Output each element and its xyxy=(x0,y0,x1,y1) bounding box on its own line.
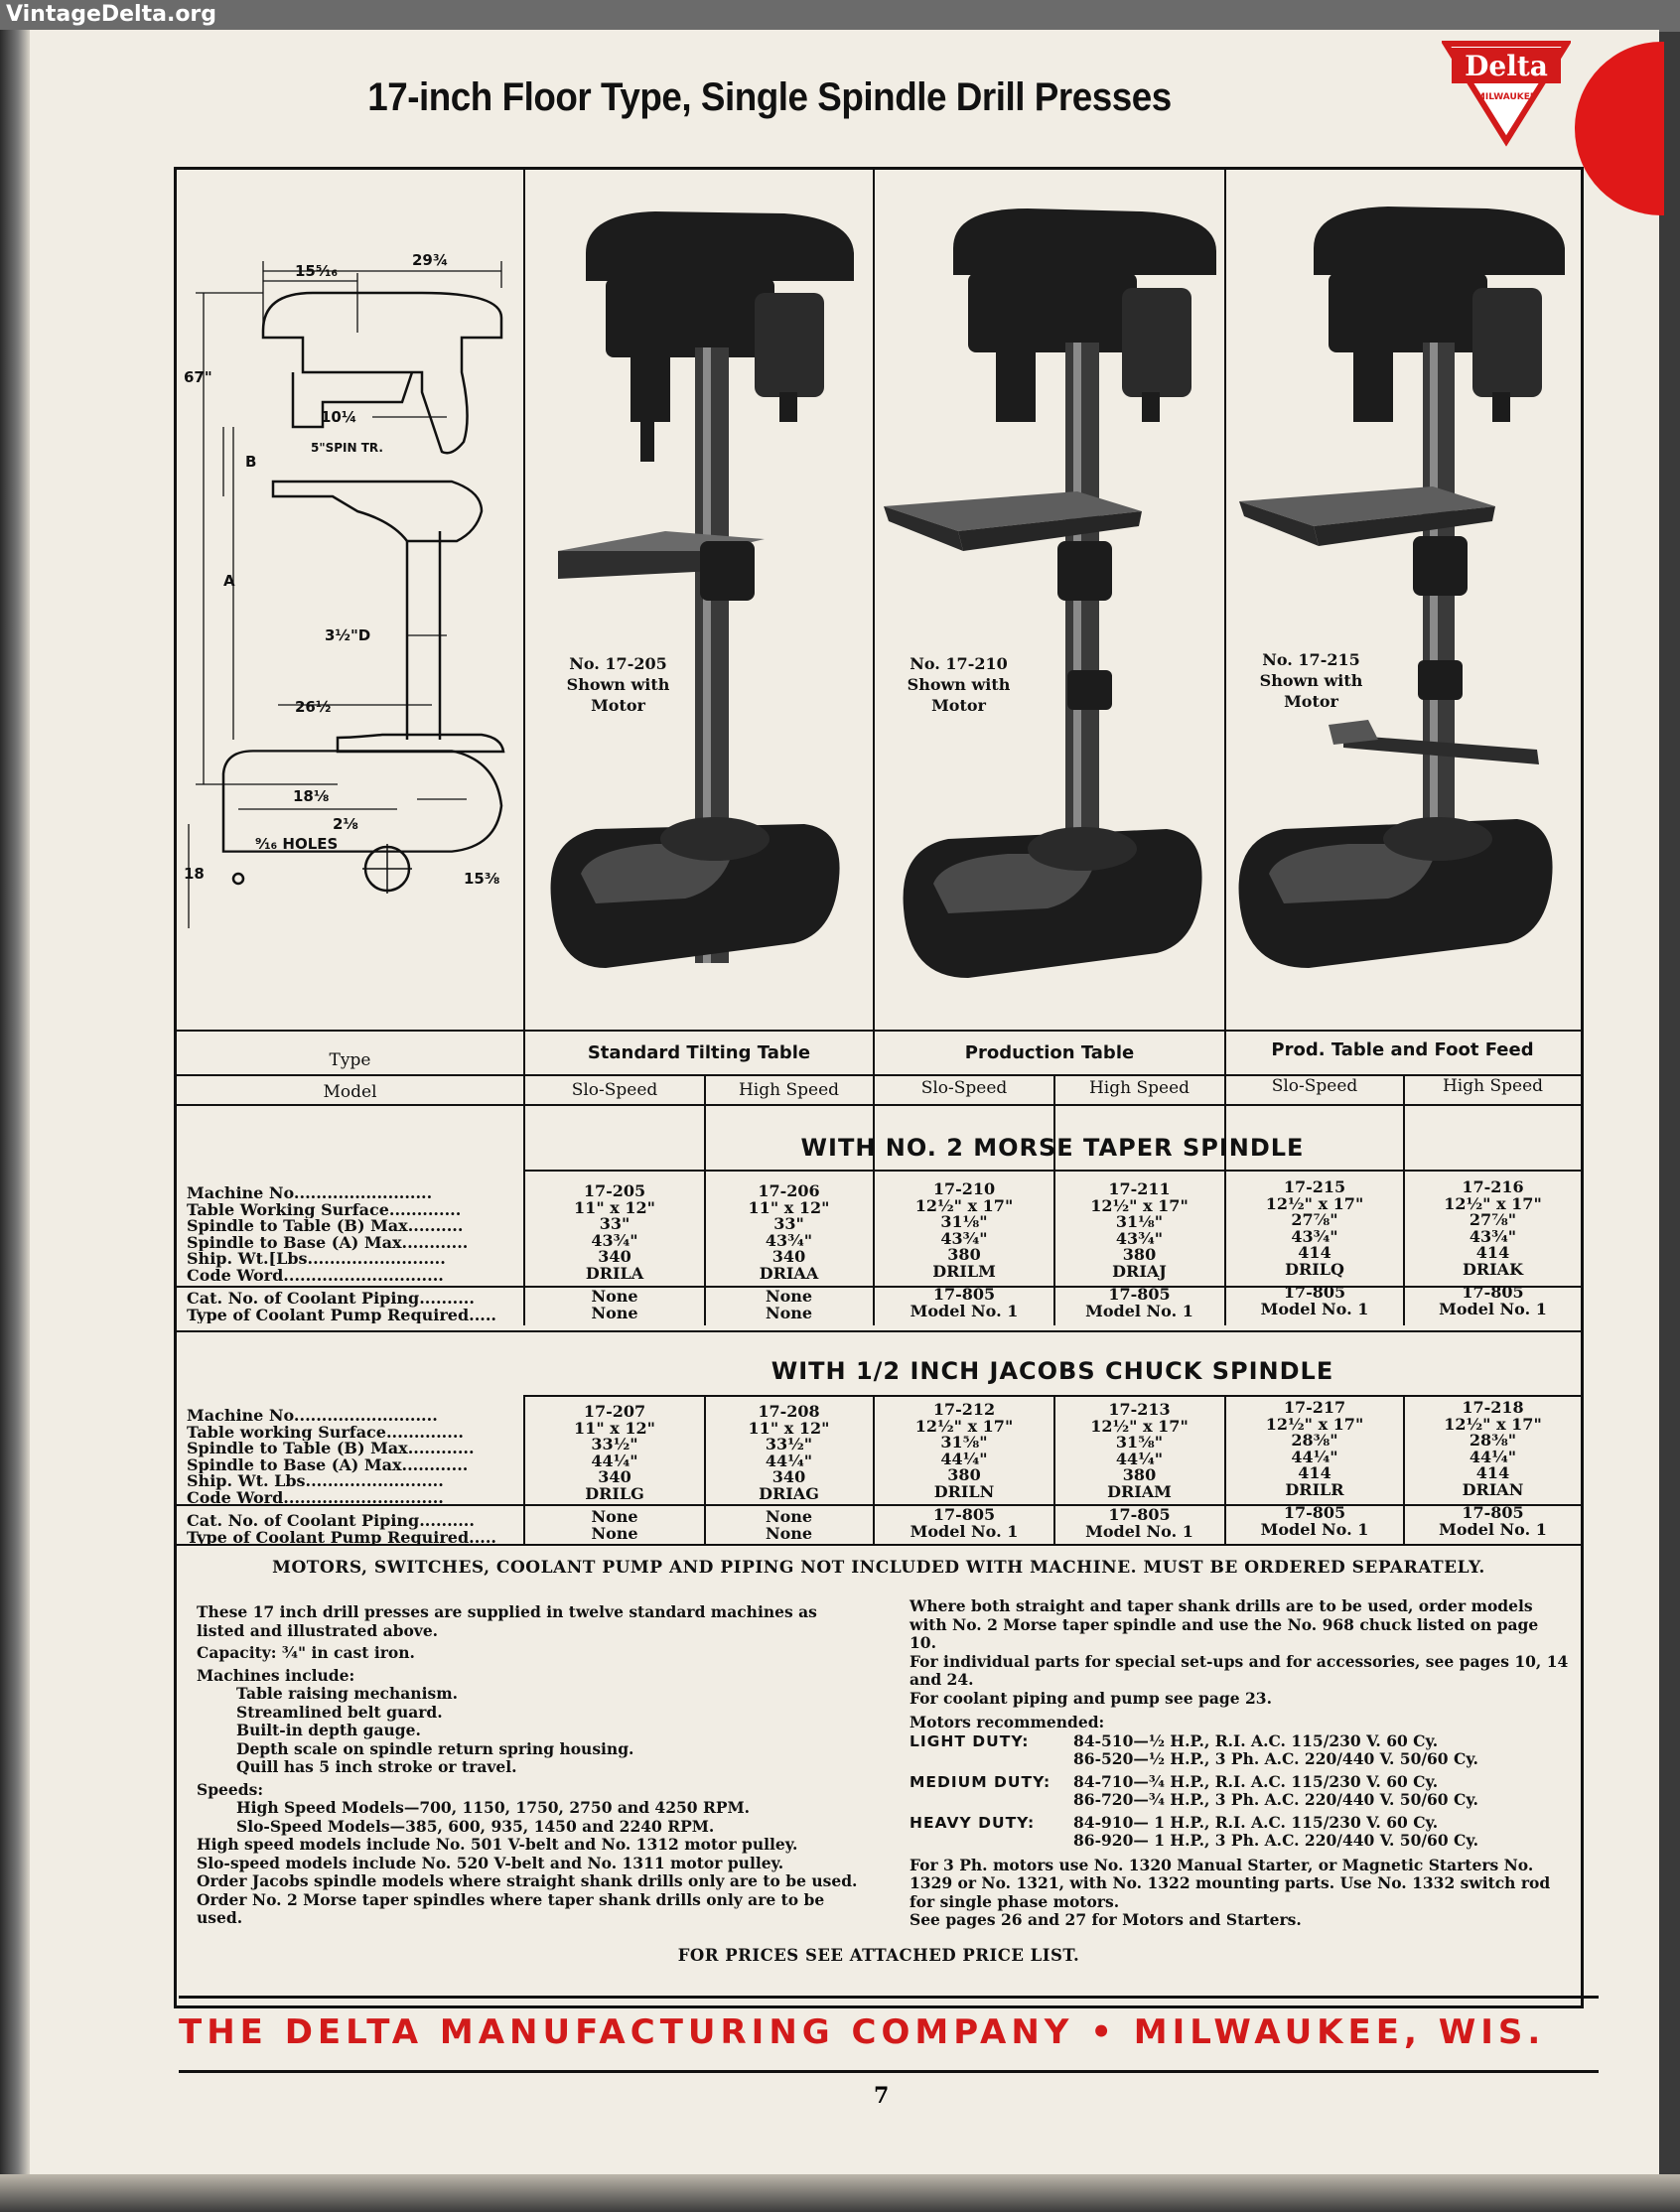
dim-label: 67" xyxy=(184,368,212,386)
spec-column: 17-213 12½" x 17" 31⅝" 44¼" 380 DRIAM 17-805 Model No. 1 xyxy=(1085,1400,1193,1541)
description-right: Where both straight and taper shank drills are to be used, order models with No. 2 Morse taper spindle and use the No. 968 chuck listed on page 10. For individual parts for special set-ups and for accessories, see pages 10, 14 and 24. For coolant piping and pump see page 23. Motors recommended: LIGHT DUTY: 84-510—½ H.P., R.I. A.C. 115/230 V. 60 Cy. 86-520—½ H.P., 3 Ph. A.C. 220/440 V. 50/60 Cy. MEDIUM DUTY: 84-710—¾ H.P., R.I. A.C. 115/230 V. 60 Cy. 86-720—¾ H.P., 3 Ph. A.C. 220/440 V. 50/60 Cy. HEAVY DUTY: 84-910— 1 H.P., R.I. A.C. 115/230 V. 60 Cy. 86-920— 1 H.P., 3 Ph. A.C. 220/440 V. 50/60 Cy. For 3 Ph. motors use No. 1320 Manual Starter, or Magnetic Starters No. 1329 or No. 1321, with No. 1322 mounting parts. Use No. 1332 switch rod for single phase motors. See pages 26 and 27 for Motors and Starters. xyxy=(910,1596,1569,1929)
top-bar xyxy=(0,0,1680,32)
drill-press-17-210-image xyxy=(879,204,1216,988)
divider xyxy=(1224,1395,1226,1546)
dim-label: ⁹⁄₁₆ HOLES xyxy=(255,835,339,853)
rule xyxy=(177,1330,1581,1332)
model-header: High Speed xyxy=(1088,1078,1190,1098)
machine-caption: No. 17-210 Shown with Motor xyxy=(907,654,1011,715)
footer-rule xyxy=(179,2070,1599,2073)
drill-press-17-205-image xyxy=(536,204,864,988)
type-header: Production Table xyxy=(964,1042,1135,1063)
drill-press-17-215-image xyxy=(1229,204,1577,988)
footer-rule xyxy=(179,1996,1599,1999)
motor-row: HEAVY DUTY: 84-910— 1 H.P., R.I. A.C. 115/230 V. 60 Cy. 86-920— 1 H.P., 3 Ph. A.C. 220/440 V. 50/60 Cy. xyxy=(910,1812,1478,1850)
spec-labels-jacobs: Machine No.......................... Table working Surface.............. Spindle to Table (B) Max............ Spindle to Base (A) Max............ Ship. Wt. Lbs......................... Code Word............................. Cat. No. of Coolant Piping.......... Type of Coolant Pump Required..... xyxy=(187,1408,496,1546)
machine-caption: No. 17-215 Shown with Motor xyxy=(1259,650,1363,711)
dim-label: 26½ xyxy=(295,698,332,716)
spec-column: 17-207 11" x 12" 33½" 44¼" 340 DRILG None None xyxy=(574,1402,655,1543)
spec-column: 17-215 12½" x 17" 27⅞" 43¾" 414 DRILQ 17-805 Model No. 1 xyxy=(1260,1177,1369,1318)
spec-column: 17-205 11" x 12" 33" 43¾" 340 DRILA None None xyxy=(574,1181,655,1322)
divider xyxy=(873,1395,875,1546)
dim-label: 2⅛ xyxy=(333,815,358,833)
type-header: Standard Tilting Table xyxy=(587,1042,811,1063)
machine-caption: No. 17-205 Shown with Motor xyxy=(566,654,670,715)
svg-text:MILWAUKEE: MILWAUKEE xyxy=(1475,92,1537,102)
binding-shadow xyxy=(0,30,30,2212)
spec-column: 17-208 11" x 12" 33½" 44¼" 340 DRIAG None None xyxy=(748,1402,830,1543)
spec-column: 17-210 12½" x 17" 31⅛" 43¾" 380 DRILM 17-805 Model No. 1 xyxy=(910,1179,1019,1320)
spec-column: 17-217 12½" x 17" 28⅜" 44¼" 414 DRILR 17-805 Model No. 1 xyxy=(1260,1398,1369,1539)
delta-logo xyxy=(1442,38,1571,147)
model-header: Slo-Speed xyxy=(571,1080,658,1100)
page-title: 17-inch Floor Type, Single Spindle Drill Presses xyxy=(367,75,1172,119)
spec-column: 17-218 12½" x 17" 28⅜" 44¼" 414 DRIAN 17-805 Model No. 1 xyxy=(1439,1398,1547,1539)
model-label: Model xyxy=(323,1082,377,1102)
type-label: Type xyxy=(329,1050,371,1070)
dim-label: 18⅛ xyxy=(293,787,330,805)
dim-label: 3½"D xyxy=(325,626,371,644)
type-header: Prod. Table and Foot Feed xyxy=(1271,1039,1534,1060)
dim-label: 10¼ xyxy=(321,408,357,426)
dim-label: 15⅜ xyxy=(464,870,500,888)
page-number: 7 xyxy=(874,2083,890,2109)
motor-row: LIGHT DUTY: 84-510—½ H.P., R.I. A.C. 115/230 V. 60 Cy. 86-520—½ H.P., 3 Ph. A.C. 220/440 V. 50/60 Cy. xyxy=(910,1730,1478,1768)
divider xyxy=(523,169,525,1325)
dimension-drawing xyxy=(184,243,516,958)
dim-label: 15⁵⁄₁₆ xyxy=(295,262,339,280)
dim-label: 29¾ xyxy=(412,251,449,269)
spec-column: 17-216 12½" x 17" 27⅞" 43¾" 414 DRIAK 17-805 Model No. 1 xyxy=(1439,1177,1547,1318)
spec-labels-morse: Machine No......................... Table Working Surface............. Spindle to Table (B) Max.......... Spindle to Base (A) Max............ Ship. Wt.[Lbs......................... Code Word............................. Cat. No. of Coolant Piping.......... Type of Coolant Pump Required..... xyxy=(187,1185,496,1323)
rule xyxy=(524,1395,1581,1397)
model-header: Slo-Speed xyxy=(920,1078,1008,1098)
spec-column: 17-211 12½" x 17" 31⅛" 43¾" 380 DRIAJ 17-805 Model No. 1 xyxy=(1085,1179,1193,1320)
dim-label: 18 xyxy=(184,865,205,883)
motor-row: MEDIUM DUTY: 84-710—¾ H.P., R.I. A.C. 115/230 V. 60 Cy. 86-720—¾ H.P., 3 Ph. A.C. 220/440 V. 50/60 Cy. xyxy=(910,1771,1478,1809)
rule xyxy=(177,1104,1581,1106)
prices-note: FOR PRICES SEE ATTACHED PRICE LIST. xyxy=(677,1946,1080,1965)
rule xyxy=(177,1030,1581,1032)
description-left: These 17 inch drill presses are supplied in twelve standard machines as listed and illustrated above. Capacity: ¾" in cast iron. Machines include: Table raising mechanism. Streamlined belt guard. Built-in depth gauge. Depth scale on spindle return spring housing. Quill has 5 inch stroke or travel. Speeds: High Speed Models—700, 1150, 1750, 2750 and 4250 RPM. Slo-Speed Models—385, 600, 935, 1450 and 2240 RPM. High speed models include No. 501 V-belt and No. 1312 motor pulley. Slo-speed models include No. 520 V-belt and No. 1311 motor pulley. Order Jacobs spindle models where straight shank drills only are to be used. Order No. 2 Morse taper spindles where taper shank drills only are to be used. xyxy=(197,1602,858,1927)
dim-label: A xyxy=(223,572,235,590)
rule xyxy=(524,1170,1581,1172)
svg-text:Delta: Delta xyxy=(1465,50,1548,82)
page-edge-shadow xyxy=(0,2174,1680,2212)
section-heading-morse: WITH NO. 2 MORSE TAPER SPINDLE xyxy=(800,1134,1305,1162)
company-footer: THE DELTA MANUFACTURING COMPANY • MILWAUKEE, WIS. xyxy=(179,2012,1546,2052)
dim-label: B xyxy=(245,453,257,471)
model-header: High Speed xyxy=(738,1080,840,1100)
model-header: High Speed xyxy=(1442,1076,1544,1096)
spec-column: 17-206 11" x 12" 33" 43¾" 340 DRIAA None None xyxy=(748,1181,830,1322)
section-heading-jacobs: WITH 1/2 INCH JACOBS CHUCK SPINDLE xyxy=(770,1357,1334,1385)
model-header: Slo-Speed xyxy=(1271,1076,1358,1096)
divider xyxy=(523,1395,525,1546)
separate-order-notice: MOTORS, SWITCHES, COOLANT PUMP AND PIPING NOT INCLUDED WITH MACHINE. MUST BE ORDERED SEPARATELY. xyxy=(272,1558,1485,1578)
watermark-site: VintageDelta.org xyxy=(6,2,217,27)
dim-label: 5"SPIN TR. xyxy=(311,441,383,455)
spec-column: 17-212 12½" x 17" 31⅝" 44¼" 380 DRILN 17-805 Model No. 1 xyxy=(910,1400,1019,1541)
